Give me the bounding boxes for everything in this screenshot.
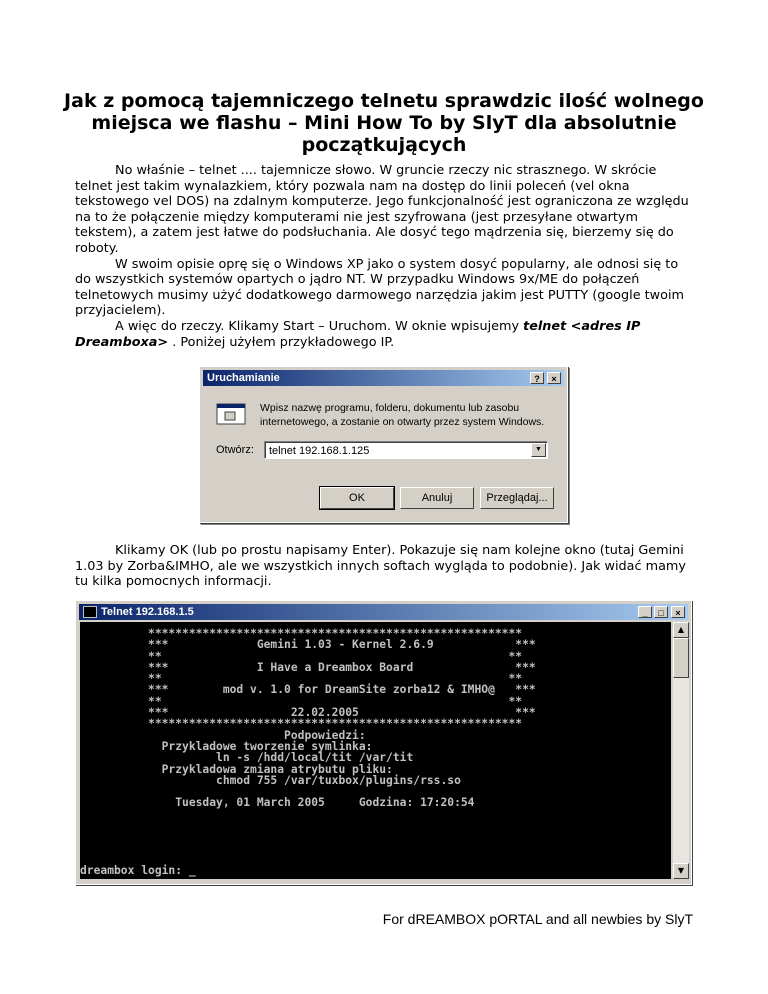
- paragraph-3: [75, 319, 695, 350]
- run-dialog: [199, 366, 568, 523]
- open-input[interactable]: [264, 441, 548, 459]
- run-program-icon: [215, 400, 249, 428]
- console-output: ******************************************************* *** Gemini 1.03 - Kernel 2.6.9 *** ** ** *** I Have a Dreambox Board *** ** ** *** mod v. 1.0 for DreamSite zorba12 & IMHO@ *** ** ** *** 22.02.2005 *** ******************************************************* Podpowiedzi: Przykladowe tworzenie symlinka: ln -s /hdd/local/tit /var/tit Przykladowa zmiana atrybutu pliku: chmod 755 /var/tuxbox/plugins/rss.so Tuesday, 01 March 2005 Godzina: 17:20:54 dreambox login: _: [80, 627, 536, 878]
- telnet-close-button[interactable]: ×: [671, 606, 685, 618]
- help-button[interactable]: ?: [530, 372, 544, 384]
- open-input-value: telnet 192.168.1.125: [269, 445, 370, 457]
- telnet-title: Telnet 192.168.1.5: [101, 606, 194, 618]
- footer-credit: For dREAMBOX pORTAL and all newbies by SlyT: [382, 911, 693, 927]
- scroll-down-icon[interactable]: ▼: [673, 863, 689, 879]
- paragraph-3-suffix: . Poniżej użyłem przykładowego IP.: [168, 334, 395, 350]
- ok-button[interactable]: OK: [320, 487, 394, 509]
- telnet-titlebar: [79, 604, 688, 620]
- run-dialog-title: Uruchamianie: [207, 372, 280, 384]
- continuation-text: [75, 543, 695, 590]
- close-button[interactable]: ×: [547, 372, 561, 384]
- intro-text: [75, 163, 695, 350]
- minimize-button[interactable]: _: [638, 606, 652, 618]
- telnet-command-emphasis: telnet <adres IP Dreamboxa>: [75, 318, 641, 350]
- maximize-button[interactable]: □: [654, 606, 668, 618]
- run-dialog-titlebar: [203, 370, 564, 386]
- paragraph-3-prefix: A więc do rzeczy. Klikamy Start – Uruchom. W oknie wpisujemy: [115, 318, 524, 334]
- telnet-console[interactable]: [80, 622, 671, 879]
- open-label: Otwórz:: [216, 444, 254, 456]
- scroll-up-icon[interactable]: ▲: [673, 622, 689, 638]
- paragraph-4: Klikamy OK (lub po prostu napisamy Enter). Pokazuje się nam kolejne okno (tutaj Gemini 1.03 by Zorba&IMHO, ale we wszystkich innych softach wygląda to podobnie). Jak widać mamy tu kilka pomocnych informacji.: [75, 543, 686, 590]
- paragraph-1: No właśnie – telnet .... tajemnicze słowo. W gruncie rzeczy nic strasznego. W skrócie telnet jest takim wynalazkiem, który pozwala nam na dostęp do linii poleceń (vel okna tekstowego vel DOS) na zdalnym komputerze. Jego funkcjonalność jest ograniczona ze względu na to że połączenie między komputerami nie jest szyfrowana (jest przesyłane otwartym tekstem), a zatem jest łatwe do podsłuchania. Ale dosyć tego mądrzenia się, bierzemy się do roboty.: [75, 163, 689, 256]
- scroll-thumb[interactable]: [673, 638, 689, 678]
- document-title: Jak z pomocą tajemniczego telnetu sprawdzic ilość wolnego miejsca we flashu – Mini How To by SlyT dla absolutnie początkujących: [64, 90, 704, 156]
- console-scrollbar[interactable]: [673, 622, 689, 879]
- paragraph-2: W swoim opisie oprę się o Windows XP jako o system dosyć popularny, ale odnosi się to do wszystkich systemów opartych o jądro NT. W przypadku Windows 9x/ME do połączeń telnetowych musimy użyć dodatkowego darmowego narzędzia jakim jest PUTTY (google twoim przyjacielem).: [75, 256, 684, 319]
- cancel-button[interactable]: Anuluj: [400, 487, 474, 509]
- dropdown-arrow-icon[interactable]: ▼: [531, 443, 546, 457]
- run-description: Wpisz nazwę programu, folderu, dokumentu lub zasobu internetowego, a zostanie on otwarty przez system Windows.: [260, 402, 545, 428]
- console-icon: [83, 606, 97, 618]
- telnet-window: [75, 600, 692, 885]
- browse-button[interactable]: Przeglądaj...: [480, 487, 554, 509]
